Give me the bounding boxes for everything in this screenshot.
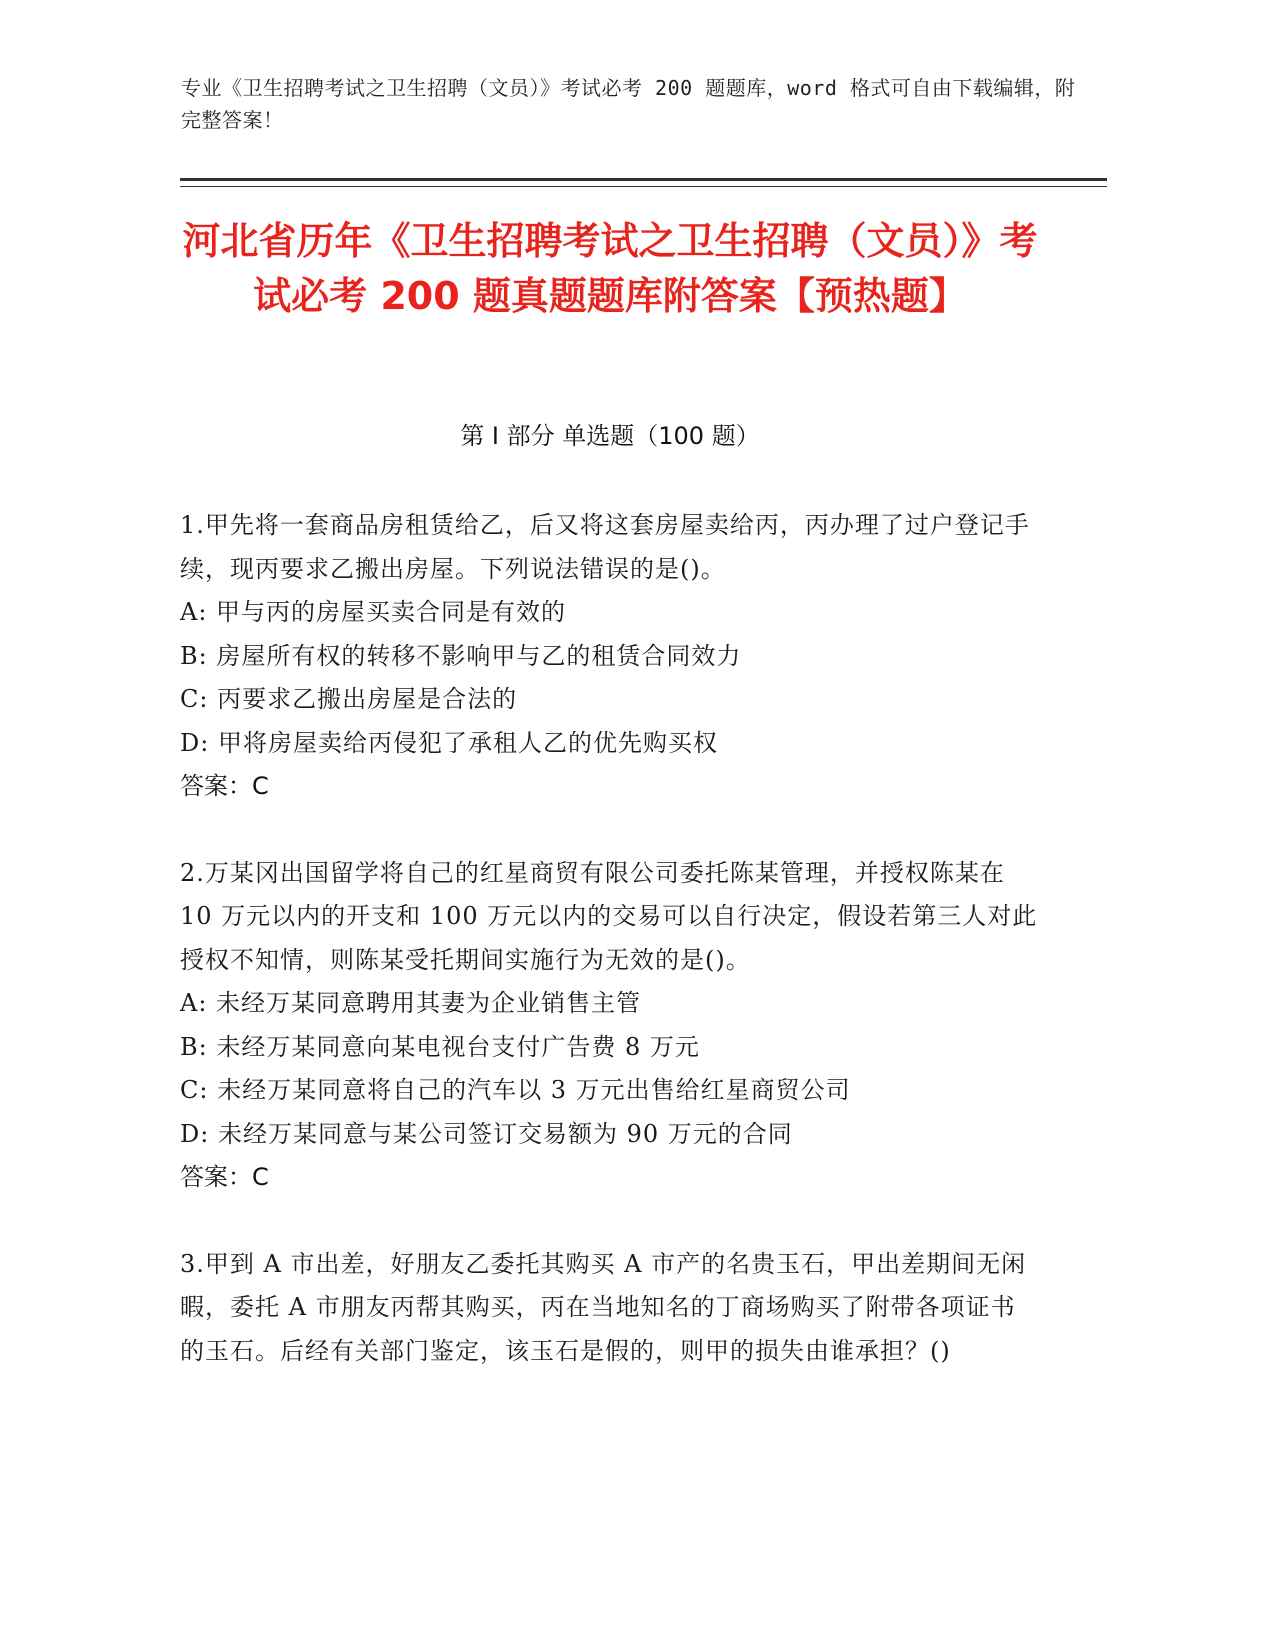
option-d: D: 甲将房屋卖给丙侵犯了承租人乙的优先购买权 (180, 728, 718, 757)
option-b: B: 房屋所有权的转移不影响甲与乙的租赁合同效力 (180, 641, 742, 670)
answer-line: 答案：C (180, 772, 269, 800)
document-title: 河北省历年《卫生招聘考试之卫生招聘（文员）》考试必考 200 题真题题库附答案【预热题】 (182, 219, 1038, 318)
option-c: C: 丙要求乙搬出房屋是合法的 (180, 685, 518, 713)
option-a: A: 未经万某同意聘用其妻为企业销售主管 (180, 989, 642, 1017)
question-3 (180, 1243, 1040, 1374)
option-a: A: 甲与丙的房屋买卖合同是有效的 (180, 598, 567, 626)
question-stem: 3.甲到 A 市出差，好朋友乙委托其购买 A 市产的名贵玉石，甲出差期间无闲暇，委托 A 市朋友丙帮其购买，丙在当地知名的丁商场购买了附带各项证书的玉石。后经有关部门鉴定，该玉石是假的，则甲的损失由谁承担？() (180, 1249, 1027, 1365)
option-c: C: 未经万某同意将自己的汽车以 3 万元出售给红星商贸公司 (180, 1076, 851, 1104)
question-1 (180, 504, 1040, 809)
question-stem: 1.甲先将一套商品房租赁给乙，后又将这套房屋卖给丙，丙办理了过户登记手续，现丙要求乙搬出房屋。下列说法错误的是()。 (180, 511, 1030, 583)
question-list (180, 504, 1040, 1416)
header-note: 专业《卫生招聘考试之卫生招聘（文员）》考试必考 200 题题库，word 格式可自由下载编辑，附完整答案！ (181, 76, 1076, 132)
question-2 (180, 852, 1040, 1200)
section-heading: 第 I 部分 单选题（100 题） (460, 422, 760, 450)
option-d: D: 未经万某同意与某公司签订交易额为 90 万元的合同 (180, 1119, 793, 1148)
option-b: B: 未经万某同意向某电视台支付广告费 8 万元 (180, 1032, 700, 1061)
question-stem: 2.万某冈出国留学将自己的红星商贸有限公司委托陈某管理，并授权陈某在 10 万元以内的开支和 100 万元以内的交易可以自行决定，假设若第三人对此授权不知情，则陈某受托期间实施行为无效的是()。 (180, 858, 1038, 974)
header-divider (180, 178, 1107, 187)
answer-line: 答案：C (180, 1163, 269, 1191)
